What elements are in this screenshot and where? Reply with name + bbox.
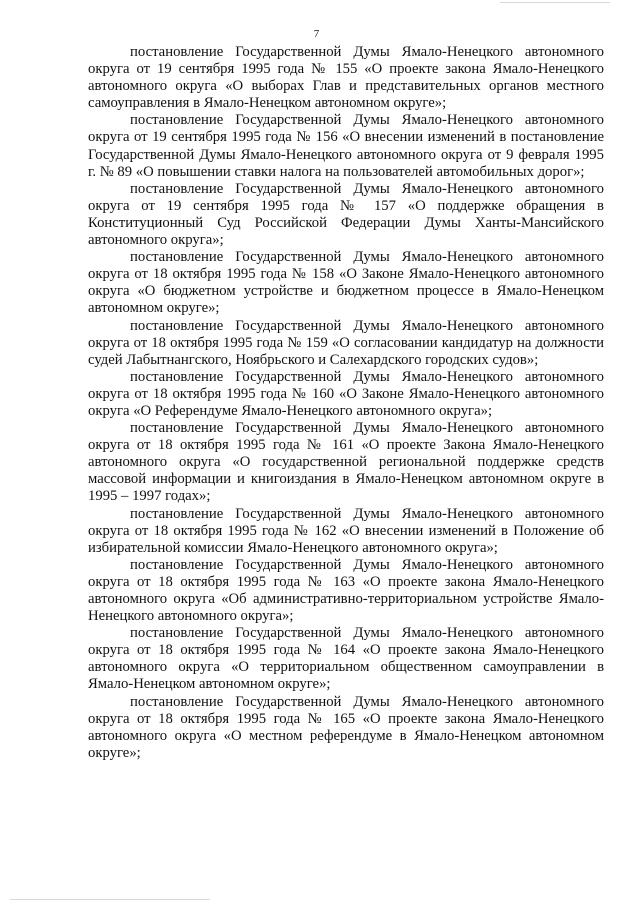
paragraph-resolution-160: постановление Государственной Думы Ямало-Ненецкого автономного округа от 18 октября 1995 года № 160 «О Законе Ямало-Ненецкого автономного округа «О Референдуме Ямало-Ненецкого автономного округа»; [88, 368, 604, 419]
paragraph-resolution-155: постановление Государственной Думы Ямало-Ненецкого автономного округа от 19 сентября 1995 года № 155 «О проекте закона Ямало-Ненецкого автономного округа «О выборах Глав и представительных органов местного самоуправления в Ямало-Ненецком автономном округе»; [88, 44, 604, 112]
page-number: 7 [313, 28, 320, 40]
scan-artifact-top [500, 2, 610, 3]
paragraph-resolution-163: постановление Государственной Думы Ямало-Ненецкого автономного округа от 18 октября 1995 года № 163 «О проекте закона Ямало-Ненецкого автономного округа «Об административно-территориальном устройстве Ямало-Ненецкого автономного округа»; [88, 556, 604, 625]
paragraph-resolution-159: постановление Государственной Думы Ямало-Ненецкого автономного округа от 18 октября 1995 года № 159 «О согласовании кандидатур на должности судей Лабытнангского, Ноябрьского и Салехардского городских судов»; [88, 317, 604, 368]
paragraph-resolution-162: постановление Государственной Думы Ямало-Ненецкого автономного округа от 18 октября 1995 года № 162 «О внесении изменений в Положение об избирательной комиссии Ямало-Ненецкого автономного округа»; [88, 505, 604, 556]
paragraph-resolution-161: постановление Государственной Думы Ямало-Ненецкого автономного округа от 18 октября 1995 года № 161 «О проекте Закона Ямало-Ненецкого автономного округа «О государственной региональной поддержке средств массовой информации и книгоиздания в Ямало-Ненецком автономном округе в 1995 – 1997 годах»; [88, 420, 604, 505]
paragraph-resolution-158: постановление Государственной Думы Ямало-Ненецкого автономного округа от 18 октября 1995 года № 158 «О Законе Ямало-Ненецкого автономного округа «О бюджетном устройстве и бюджетном процессе в Ямало-Ненецком автономном округе»; [88, 249, 604, 317]
paragraph-resolution-156: постановление Государственной Думы Ямало-Ненецкого автономного округа от 19 сентября 1995 года № 156 «О внесении изменений в постановление Государственной Думы Ямало-Ненецкого автономного округа от 9 февраля 1995 г. № 89 «О повышении ставки налога на пользователей автомобильных дорог»; [88, 112, 604, 180]
paragraph-resolution-164: постановление Государственной Думы Ямало-Ненецкого автономного округа от 18 октября 1995 года № 164 «О проекте закона Ямало-Ненецкого автономного округа «О территориальном общественном самоуправлении в Ямало-Ненецком автономном округе»; [88, 625, 604, 693]
scan-artifact-bottom [10, 899, 210, 900]
document-body [88, 44, 604, 762]
paragraph-resolution-157: постановление Государственной Думы Ямало-Ненецкого автономного округа от 19 сентября 1995 года № 157 «О поддержке обращения в Конституционный Суд Российской Федерации Думы Ханты-Мансийского автономного округа»; [88, 180, 604, 249]
paragraph-resolution-165: постановление Государственной Думы Ямало-Ненецкого автономного округа от 18 октября 1995 года № 165 «О проекте закона Ямало-Ненецкого автономного округа «О местном референдуме в Ямало-Ненецком автономном округе»; [88, 693, 604, 761]
